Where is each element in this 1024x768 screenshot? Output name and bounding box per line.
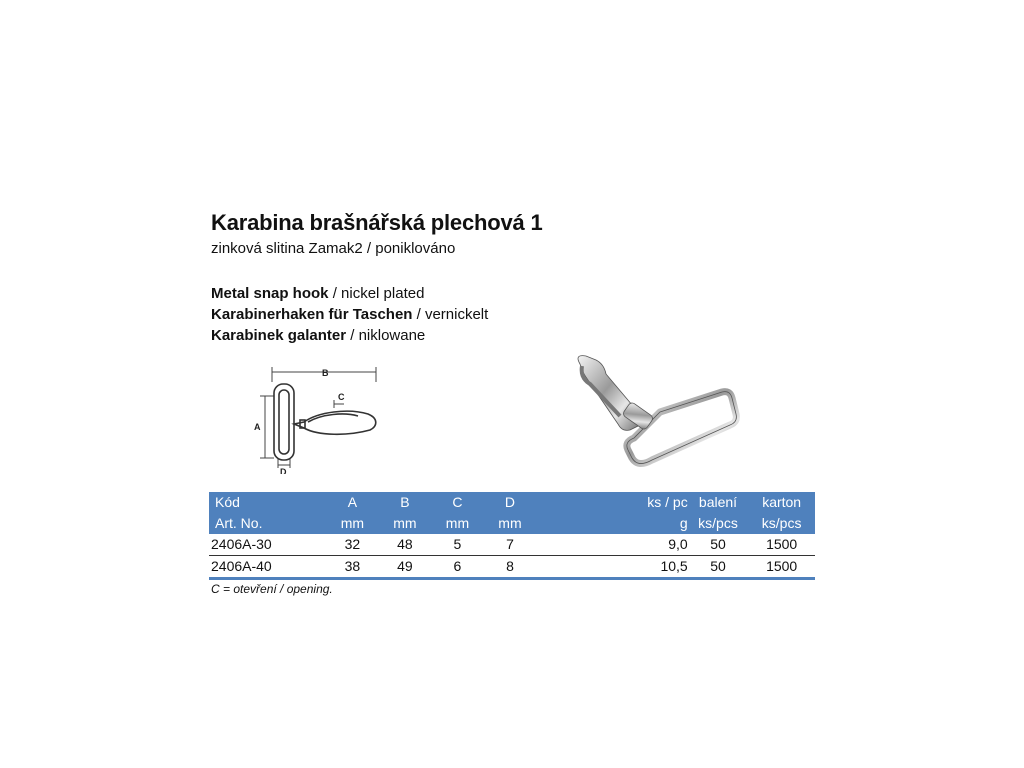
snap-hook-photo bbox=[560, 350, 750, 480]
diagram-label-b: B bbox=[322, 368, 329, 378]
translation-pl: Karabinek galanter / niklowane bbox=[211, 327, 426, 344]
table-row: 2406A-40 38 49 6 8 10,5 50 1500 bbox=[209, 556, 815, 579]
translation-en: Metal snap hook / nickel plated bbox=[211, 285, 425, 302]
diagram-label-a: A bbox=[254, 422, 261, 432]
diagram-label-c: C bbox=[338, 392, 345, 402]
opening-note: C = otevření / opening. bbox=[211, 582, 333, 596]
product-subtitle: zinková slitina Zamak2 / poniklováno bbox=[211, 240, 456, 257]
table-row: 2406A-30 32 48 5 7 9,0 50 1500 bbox=[209, 534, 815, 556]
product-title: Karabina brašnářská plechová 1 bbox=[211, 210, 543, 235]
table-header-row: Kód A B C D ks / pc balení karton bbox=[209, 492, 815, 513]
dimension-diagram bbox=[248, 362, 388, 474]
specs-table bbox=[209, 492, 815, 580]
diagram-label-d: D bbox=[280, 467, 287, 474]
translation-de: Karabinerhaken für Taschen / vernickelt bbox=[211, 306, 489, 323]
table-header-row: Art. No. mm mm mm mm g ks/pcs ks/pcs bbox=[209, 513, 815, 534]
